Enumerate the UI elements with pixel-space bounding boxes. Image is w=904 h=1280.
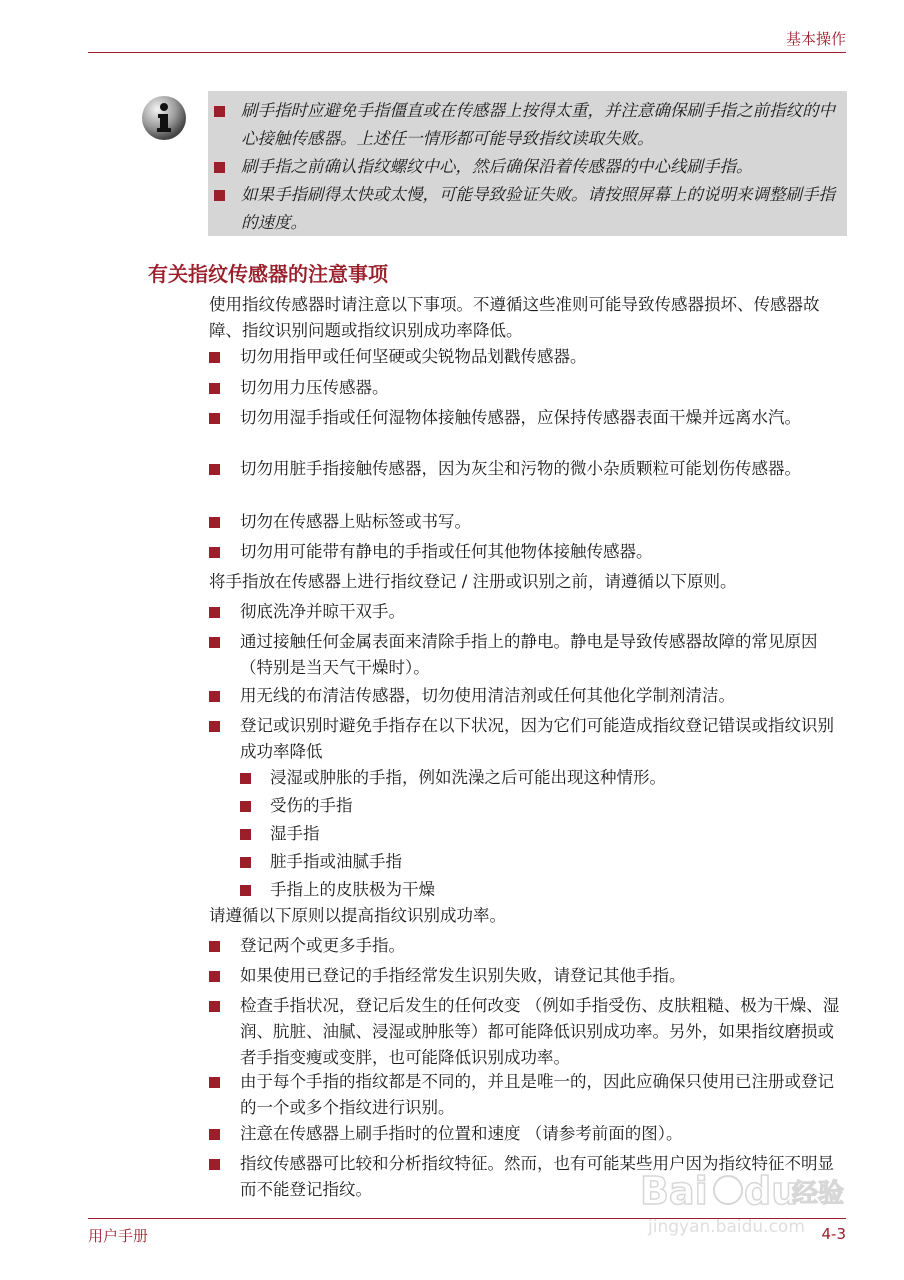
bullet-square-icon: [209, 413, 220, 424]
list-item: 由于每个手指的指纹都是不同的，并且是唯一的，因此应确保只使用已注册或登记的一个或多个指纹进行识别。: [209, 1069, 849, 1121]
before-intro-paragraph: 将手指放在传感器上进行指纹登记 / 注册或识别之前，请遵循以下原则。: [209, 572, 737, 591]
page-number: 4-3: [821, 1225, 846, 1243]
list-item: 指纹传感器可比较和分析指纹特征。然而，也有可能某些用户因为指纹特征不明显而不能登记指纹。: [209, 1151, 849, 1203]
bullet-square-icon: [209, 691, 220, 702]
list-item: 注意在传感器上刷手指时的位置和速度 （请参考前面的图）。: [209, 1121, 849, 1147]
note-item: 刷手指之前确认指纹螺纹中心，然后确保沿着传感器的中心线刷手指。: [208, 153, 847, 181]
list-item: 登记两个或更多手指。: [209, 933, 849, 959]
bullet-square-icon: [209, 1159, 220, 1170]
bullet-square-icon: [209, 1129, 220, 1140]
list-item: 切勿用力压传感器。: [209, 375, 849, 401]
section-title: 有关指纹传感器的注意事项: [148, 262, 388, 286]
improve-intro-paragraph: 请遵循以下原则以提高指纹识别成功率。: [209, 906, 506, 925]
svg-text:经验: 经验: [792, 1179, 845, 1209]
header-section-label: 基本操作: [785, 30, 846, 48]
list-item: 用无线的布清洁传感器，切勿使用清洁剂或任何其他化学制剂清洁。: [209, 683, 849, 709]
sub-list-item: 湿手指: [240, 821, 849, 847]
footer-rule: [88, 1218, 846, 1219]
bullet-square-icon: [209, 352, 220, 363]
list-item: 切勿用指甲或任何坚硬或尖锐物品划戳传感器。: [209, 344, 849, 370]
bullet-square-icon: [209, 941, 220, 952]
intro-paragraph: 使用指纹传感器时请注意以下事项。不遵循这些准则可能导致传感器损坏、传感器故障、指纹识别问题或指纹识别成功率降低。: [209, 295, 820, 340]
bullet-square-icon: [209, 464, 220, 475]
bullet-square-icon: [214, 106, 225, 117]
sub-list-item: 脏手指或油腻手指: [240, 849, 849, 875]
svg-text:Bai: Bai: [640, 1169, 708, 1213]
bullet-square-icon: [209, 547, 220, 558]
list-item: 切勿用湿手指或任何湿物体接触传感器，应保持传感器表面干燥并远离水汽。: [209, 405, 849, 431]
list-item: 切勿用可能带有静电的手指或任何其他物体接触传感器。: [209, 539, 849, 565]
bullet-square-icon: [209, 517, 220, 528]
list-item: 如果使用已登记的手指经常发生识别失败，请登记其他手指。: [209, 963, 849, 989]
baidu-watermark: [636, 1160, 850, 1240]
bullet-square-icon: [214, 190, 225, 201]
bullet-square-icon: [240, 885, 251, 896]
svg-text:jingyan.baidu.com: jingyan.baidu.com: [648, 1217, 805, 1237]
bullet-square-icon: [240, 801, 251, 812]
bullet-square-icon: [240, 773, 251, 784]
svg-text:du: du: [744, 1169, 799, 1213]
bullet-square-icon: [214, 162, 225, 173]
list-item: 登记或识别时避免手指存在以下状况，因为它们可能造成指纹登记错误或指纹识别成功率降低: [209, 713, 849, 765]
bullet-square-icon: [209, 1001, 220, 1012]
bullet-square-icon: [240, 857, 251, 868]
header-rule: [88, 52, 846, 53]
bullet-square-icon: [240, 829, 251, 840]
list-item: 检查手指状况，登记后发生的任何改变 （例如手指受伤、皮肤粗糙、极为干燥、湿润、肮脏、油腻、浸湿或肿胀等）都可能降低识别成功率。另外，如果指纹磨损或者手指变瘦或变胖，也可能降低识别成功率。: [209, 993, 849, 1071]
info-icon: [141, 95, 187, 141]
sub-list-item: 手指上的皮肤极为干燥: [240, 877, 849, 903]
footer-manual-label: 用户手册: [88, 1227, 149, 1245]
sub-list-item: 受伤的手指: [240, 793, 849, 819]
list-item: 彻底洗净并晾干双手。: [209, 599, 849, 625]
bullet-square-icon: [209, 637, 220, 648]
bullet-square-icon: [209, 721, 220, 732]
note-item: 刷手指时应避免手指僵直或在传感器上按得太重，并注意确保刷手指之前指纹的中心接触传感器。上述任一情形都可能导致指纹读取失败。: [208, 97, 847, 153]
list-item: 通过接触任何金属表面来清除手指上的静电。静电是导致传感器故障的常见原因 （特别是当天气干燥时）。: [209, 629, 849, 681]
sub-list-item: 浸湿或肿胀的手指，例如洗澡之后可能出现这种情形。: [240, 765, 849, 791]
note-box: [208, 91, 847, 236]
bullet-square-icon: [209, 1077, 220, 1088]
note-item: 如果手指刷得太快或太慢，可能导致验证失败。请按照屏幕上的说明来调整刷手指的速度。: [208, 181, 847, 237]
bullet-square-icon: [209, 383, 220, 394]
bullet-square-icon: [209, 607, 220, 618]
list-item: 切勿在传感器上贴标签或书写。: [209, 509, 849, 535]
list-item: 切勿用脏手指接触传感器，因为灰尘和污物的微小杂质颗粒可能划伤传感器。: [209, 456, 849, 482]
bullet-square-icon: [209, 971, 220, 982]
